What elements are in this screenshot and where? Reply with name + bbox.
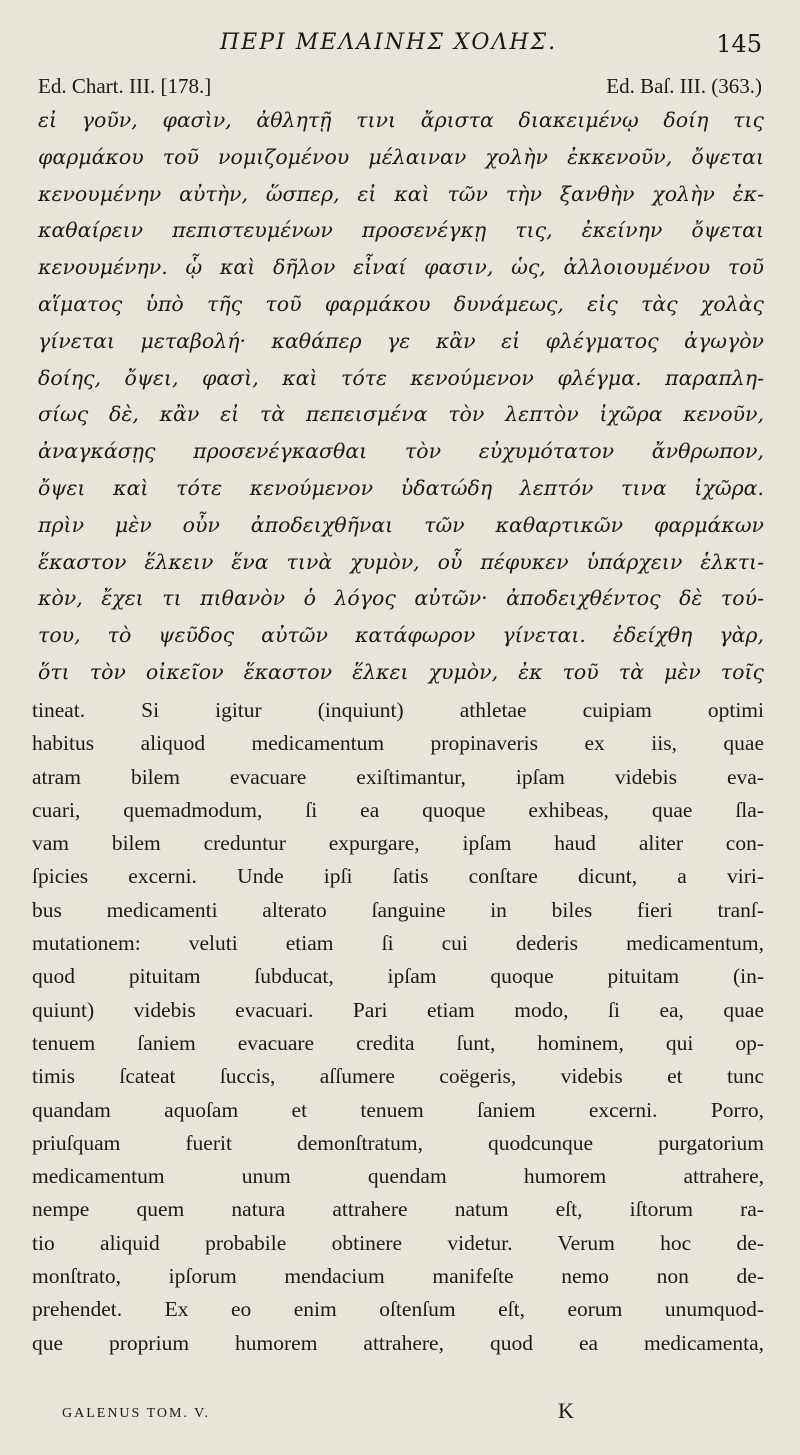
greek-line: γίνεται μεταβολή· καθάπερ γε κἂν εἰ φλέγματος ἀγωγὸν [38, 328, 764, 353]
latin-line: priuſquam fuerit demonſtratum, quodcunque purgatorium [32, 1130, 764, 1155]
greek-line: φαρμάκου τοῦ νομιζομένου μέλαιναν χολὴν ἐκκενοῦν, ὄψεται [38, 144, 764, 169]
latin-line: vam bilem creduntur expurgare, ipſam haud aliter con- [32, 831, 764, 856]
greek-line: ὅτι τὸν οἰκεῖον ἕκαστον ἕλκει χυμὸν, ἐκ τοῦ τὰ μὲν τοῖς [38, 659, 764, 684]
greek-line: καθαίρειν πεπιστευμένων προσενέγκῃ τις, ἐκείνην ὄψεται [38, 218, 764, 243]
greek-line: κὸν, ἔχει τι πιθανὸν ὁ λόγος αὐτῶν· ἀποδειχθέντος δὲ τού- [38, 586, 764, 611]
latin-line: monſtrato, ipſorum mendacium manifeſte nemo non de- [32, 1264, 764, 1289]
greek-line: κενουμένην. ᾧ καὶ δῆλον εἶναί φασιν, ὡς, ἀλλοιουμένου τοῦ [38, 255, 764, 280]
greek-line: ἕκαστον ἕλκειν ἕνα τινὰ χυμὸν, οὗ πέφυκεν ὑπάρχειν ἑλκτι- [38, 549, 764, 574]
latin-line: prehendet. Ex eo enim oſtenſum eſt, eorum unumquod- [32, 1297, 764, 1322]
edition-reference-chartier: Ed. Chart. III. [178.] [38, 74, 212, 98]
greek-line: κενουμένην αὐτὴν, ὥσπερ, εἰ καὶ τῶν τὴν ξανθὴν χολὴν ἐκ- [38, 181, 764, 206]
latin-line: medicamentum unum quendam humorem attrahere, [32, 1164, 764, 1189]
greek-line: ἀναγκάσῃς προσενέγκασθαι τὸν εὐχυμότατον ἄνθρωπον, [38, 439, 764, 464]
greek-line: αἵματος ὑπὸ τῆς τοῦ φαρμάκου δυνάμεως, εἰς τὰς χολὰς [38, 291, 764, 316]
greek-line: εἰ γοῦν, φασὶν, ἀθλητῇ τινι ἄριστα διακειμένῳ δοίη τις [38, 108, 764, 132]
signature-mark: K [558, 1398, 574, 1423]
latin-line: quandam aquoſam et tenuem ſaniem excerni. Porro, [32, 1097, 764, 1122]
latin-line: quiunt) videbis evacuari. Pari etiam modo, ſi ea, quae [32, 997, 764, 1022]
latin-line: mutationem: veluti etiam ſi cui dederis medicamentum, [32, 931, 764, 956]
latin-line: tio aliquid probabile obtinere videtur. Verum hoc de- [32, 1230, 764, 1255]
latin-line: ſpicies excerni. Unde ipſi ſatis conſtare dicunt, a viri- [32, 864, 764, 889]
latin-line: quod pituitam ſubducat, ipſam quoque pituitam (in- [32, 964, 764, 989]
greek-line: σίως δὲ, κἂν εἰ τὰ πεπεισμένα τὸν λεπτὸν ἰχῶρα κενοῦν, [38, 402, 764, 427]
page-number: 145 [716, 30, 762, 58]
latin-line: nempe quem natura attrahere natum eſt, iſtorum ra- [32, 1197, 764, 1222]
latin-line: timis ſcateat ſuccis, aſſumere coëgeris, videbis et tunc [32, 1064, 764, 1089]
greek-line: πρὶν μὲν οὖν ἀποδειχθῆναι τῶν καθαρτικῶν φαρμάκων [38, 512, 764, 537]
greek-line: του, τὸ ψεῦδος αὐτῶν κατάφωρον γίνεται. ἐδείχθη γὰρ, [38, 623, 764, 648]
latin-text-block [32, 694, 764, 1360]
greek-text-block [38, 102, 764, 691]
footer-signature: GALENUS TOM. V. [62, 1406, 210, 1421]
greek-line: ὄψει καὶ τότε κενούμενον ὑδατώδη λεπτόν τινα ἰχῶρα. [38, 475, 764, 500]
latin-line: atram bilem evacuare exiſtimantur, ipſam videbis eva- [32, 764, 764, 789]
latin-line: tenuem ſaniem evacuare credita ſunt, hominem, qui op- [32, 1030, 764, 1055]
running-title: ΠΕΡΙ ΜΕΛΑΙΝΗΣ ΧΟΛΗΣ. [220, 30, 558, 55]
edition-reference-basel: Ed. Baſ. III. (363.) [606, 74, 762, 98]
latin-line: cuari, quemadmodum, ſi ea quoque exhibeas, quae ſla- [32, 797, 764, 822]
latin-line: habitus aliquod medicamentum propinaveris ex iis, quae [32, 731, 764, 756]
greek-line: δοίης, ὄψει, φασὶ, καὶ τότε κενούμενον φλέγμα. παραπλη- [38, 365, 764, 390]
latin-line: bus medicamenti alterato ſanguine in biles fieri tranſ- [32, 897, 764, 922]
latin-line: tineat. Si igitur (inquiunt) athletae cuipiam optimi [32, 698, 764, 722]
latin-line: que proprium humorem attrahere, quod ea medicamenta, [32, 1330, 764, 1355]
